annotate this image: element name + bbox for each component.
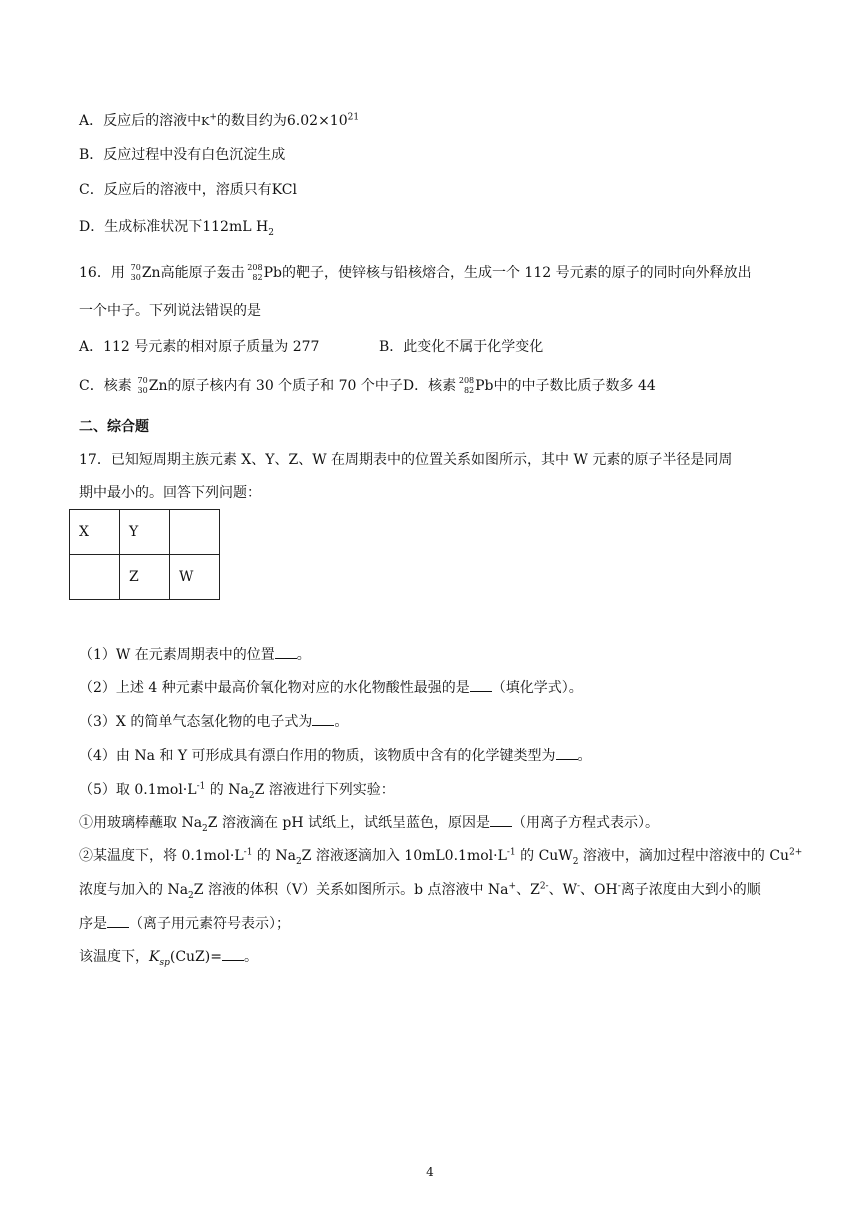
q15-option-a-text: A．反应后的溶液中 <box>79 113 202 129</box>
q16-option-d-post: 中的中子数比质子数多 44 <box>493 378 656 394</box>
q17-part1 <box>79 645 311 665</box>
q17-part3 <box>79 712 348 732</box>
periodic-table-fragment <box>69 509 220 600</box>
q15-option-a-mid: 的数目约为 <box>216 113 287 129</box>
answer-blank <box>490 814 512 827</box>
q17-sub2-l2-f: 离子浓度由大到小的顺 <box>620 882 761 898</box>
q17-part4 <box>79 746 592 766</box>
q17-ksp-expr: (CuZ)= <box>169 949 222 965</box>
q17-sub2-l2-sup3: - <box>576 881 581 892</box>
periodic-table-row <box>70 555 220 600</box>
zn-symbol: Zn <box>141 265 161 281</box>
q17-sub2-line3 <box>79 914 290 934</box>
pb-nuclide <box>245 263 263 283</box>
q16-option-c-d <box>79 376 656 396</box>
q17-sub2-l2-d: 、W <box>548 882 577 898</box>
q16-stem-mid: 高能原子轰击 <box>160 265 245 281</box>
table-cell: W <box>170 555 220 600</box>
q16-option-d-pre: D．核素 <box>402 378 457 394</box>
q17-part2-end: （填化学式）。 <box>491 680 583 696</box>
pb-atomic-number-d: 82 <box>463 386 475 395</box>
q17-stem-line2: 期中最小的。回答下列问题： <box>79 485 261 501</box>
q15-option-d <box>79 217 274 237</box>
q16-option-a: A．112 号元素的相对原子质量为 277 <box>79 339 320 355</box>
q15-option-a-ion-charge: + <box>209 112 217 123</box>
q17-part2-text: （2）上述 4 种元素中最高价氧化物对应的水化物酸性最强的是 <box>79 680 470 696</box>
q16-stem-line1 <box>79 263 752 283</box>
zn-nuclide-c <box>132 376 148 396</box>
table-cell: X <box>70 510 120 555</box>
q17-stem-line1: 17．已知短周期主族元素 X、Y、Z、W 在周期表中的位置关系如图所示，其中 W 元素的原子半径是同周 <box>79 452 733 468</box>
answer-blank <box>312 713 334 726</box>
zn-mass-number-c: 70 <box>137 376 148 385</box>
q17-part1-end: 。 <box>296 647 311 663</box>
q17-ksp-line <box>79 947 258 967</box>
q17-sub2-l2-sup1: + <box>508 881 517 892</box>
pb-symbol: Pb <box>263 265 282 281</box>
q17-part5-c: Z 溶液进行下列实验： <box>254 782 395 798</box>
answer-blank <box>556 747 578 760</box>
q17-part5 <box>79 780 395 800</box>
q15-option-d-subscript: 2 <box>268 227 274 238</box>
q17-sub2-l2-sup2: 2- <box>539 881 549 892</box>
answer-blank <box>222 948 244 961</box>
zn-nuclide <box>125 263 141 283</box>
q17-sub2-l2-e: 、OH <box>580 882 618 898</box>
pb-mass-number-d: 208 <box>458 376 475 385</box>
answer-blank <box>470 679 492 692</box>
q17-sub2-a: ②某温度下，将 0.1mol·L <box>79 848 244 864</box>
q17-part5-sup: -1 <box>196 781 206 792</box>
pb-nuclide-d <box>456 376 474 396</box>
periodic-table-row <box>70 510 220 555</box>
q17-sub1-subscript: 2 <box>202 823 208 834</box>
zn-symbol-c: Zn <box>148 378 168 394</box>
q15-option-b: B．反应过程中没有白色沉淀生成 <box>79 147 286 163</box>
table-cell: Z <box>120 555 170 600</box>
q15-option-a-ion: K <box>201 115 210 128</box>
q17-part4-text: （4）由 Na 和 Y 可形成具有漂白作用的物质，该物质中含有的化学键类型为 <box>79 748 556 764</box>
q17-sub2-b: 的 Na <box>252 848 296 864</box>
q17-part3-end: 。 <box>334 714 349 730</box>
q17-ksp-end: 。 <box>243 949 258 965</box>
q17-sub2-e: 溶液中，滴加过程中溶液中的 Cu <box>578 848 790 864</box>
page-number: 4 <box>426 1165 434 1179</box>
q16-stem-line2: 一个中子。下列说法错误的是 <box>79 303 261 319</box>
q15-option-a-value: 6.02×10 <box>286 113 348 129</box>
q17-sub2-sup3: 2+ <box>789 847 803 858</box>
q17-sub2-sup2: -1 <box>506 847 516 858</box>
pb-symbol-d: Pb <box>475 378 494 394</box>
q17-part2 <box>79 678 583 698</box>
q17-part5-b: 的 Na <box>205 782 249 798</box>
section-heading: 二、综合题 <box>79 419 149 435</box>
table-cell <box>70 555 120 600</box>
q17-sub1-c: （用离子方程式表示）。 <box>512 815 660 831</box>
q17-sub2-l2-a: 浓度与加入的 Na <box>79 882 189 898</box>
q16-option-b: B．此变化不属于化学变化 <box>379 339 544 355</box>
q16-stem-post: 的靶子，使锌核与铅核熔合，生成一个 112 号元素的原子的同时向外释放出 <box>281 265 752 281</box>
q15-option-a <box>79 111 359 132</box>
q17-sub2-l3-b: （离子用元素符号表示）； <box>129 916 290 932</box>
q17-sub2 <box>79 846 802 866</box>
q17-sub2-l3-a: 序是 <box>79 916 107 932</box>
q15-option-c: C．反应后的溶液中，溶质只有KCl <box>79 182 297 198</box>
zn-mass-number: 70 <box>130 263 141 272</box>
q17-ksp-sub: sp <box>159 957 170 968</box>
q17-part3-text: （3）X 的简单气态氢化物的电子式为 <box>79 714 313 730</box>
zn-atomic-number: 30 <box>130 273 141 282</box>
q15-option-a-exponent: 21 <box>347 112 360 123</box>
q17-sub2-l2-sub: 2 <box>188 890 194 901</box>
q17-sub2-sub2: 2 <box>572 856 579 867</box>
q17-part4-end: 。 <box>577 748 592 764</box>
answer-blank <box>275 646 297 659</box>
table-cell <box>170 510 220 555</box>
q17-sub2-c: Z 溶液逐滴加入 10mL0.1mol·L <box>301 848 507 864</box>
q17-sub1 <box>79 813 659 833</box>
q15-option-d-text: D．生成标准状况下112mL H <box>79 219 269 235</box>
q17-ksp-pre: 该温度下， <box>79 949 149 965</box>
q17-sub2-l2-sup4: - <box>617 881 621 892</box>
zn-atomic-number-c: 30 <box>137 386 148 395</box>
q17-sub2-l2-c: 、Z <box>516 882 540 898</box>
q17-sub2-l2-b: Z 溶液的体积（V）关系如图所示。b 点溶液中 Na <box>193 882 509 898</box>
q17-sub2-sub1: 2 <box>295 856 302 867</box>
q17-sub2-d: 的 CuW <box>515 848 573 864</box>
q17-ksp-k: K <box>149 949 160 965</box>
q17-part5-sub: 2 <box>248 790 255 801</box>
q17-sub1-b: Z 溶液滴在 pH 试纸上，试纸呈蓝色，原因是 <box>207 815 491 831</box>
pb-atomic-number: 82 <box>252 273 263 282</box>
q17-sub1-a: ①用玻璃棒蘸取 Na <box>79 815 203 831</box>
pb-mass-number: 208 <box>247 263 263 272</box>
q16-option-c-post: 的原子核内有 30 个质子和 70 个中子 <box>167 378 403 394</box>
answer-blank <box>107 915 129 928</box>
q16-number: 16．用 <box>79 265 125 281</box>
q16-option-c-pre: C．核素 <box>79 378 132 394</box>
q17-part1-text: （1）W 在元素周期表中的位置 <box>79 647 275 663</box>
q17-sub2-line2 <box>79 880 761 900</box>
q17-sub2-sup1: -1 <box>243 847 253 858</box>
q17-part5-a: （5）取 0.1mol·L <box>79 782 197 798</box>
table-cell: Y <box>120 510 170 555</box>
